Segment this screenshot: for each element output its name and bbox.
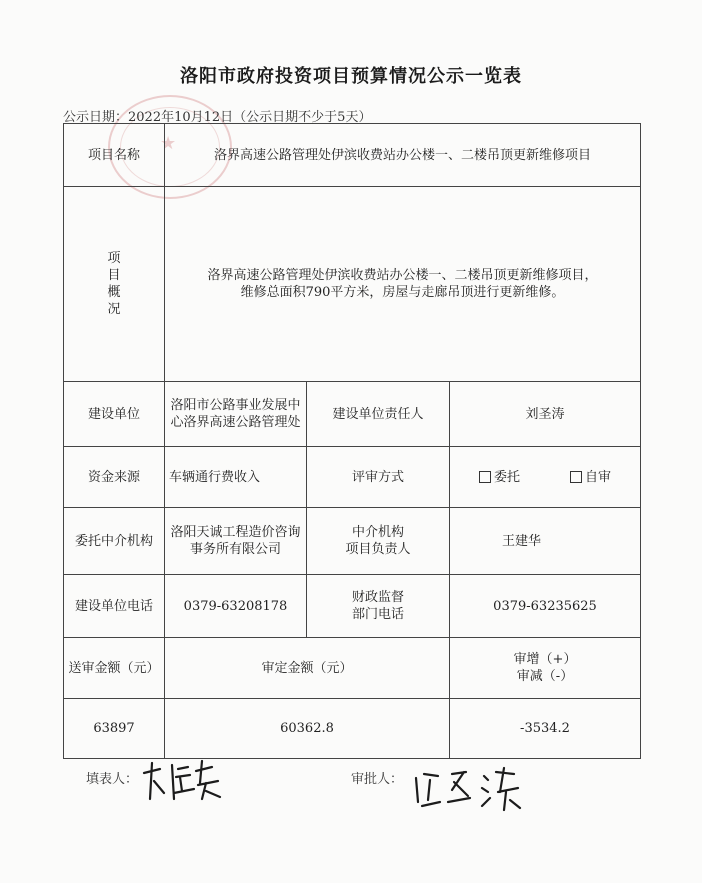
table-row (64, 382, 641, 447)
finance-phone-label (307, 575, 450, 638)
approved-amount-value: 60362.8 (165, 699, 450, 759)
amount-diff-value: -3534.2 (450, 699, 641, 759)
document-title: 洛阳市政府投资项目预算情况公示一览表 (180, 66, 522, 87)
project-overview-label (64, 187, 165, 382)
builder-value: 洛阳市公路事业发展中心洛界高速公路管理处 (165, 382, 307, 447)
filler-signature (138, 755, 230, 807)
checkbox-icon (570, 471, 582, 483)
agency-value: 洛阳天诚工程造价咨询事务所有限公司 (165, 508, 307, 575)
approved-amount-label: 审定金额（元） (165, 638, 450, 699)
project-name-label: 项目名称 (64, 124, 165, 187)
overview-line: 洛界高速公路管理处伊滨收费站办公楼一、二楼吊顶更新维修项目， (207, 268, 598, 283)
submitted-amount-label: 送审金额（元） (64, 638, 165, 699)
overview-label-char: 概 (107, 285, 121, 300)
builder-phone-label: 建设单位电话 (64, 575, 165, 638)
checkbox-icon (479, 471, 491, 483)
fund-source-label: 资金来源 (64, 447, 165, 508)
label-line: 部门电话 (351, 607, 404, 622)
review-option-label: 委托 (493, 469, 520, 485)
table-row (64, 187, 641, 382)
approver-label: 审批人： (351, 772, 404, 787)
builder-responsible-value: 刘圣涛 (450, 382, 641, 447)
approver-signature (408, 762, 528, 818)
label-line: 项目负责人 (345, 542, 411, 557)
review-option-label: 自审 (584, 469, 611, 485)
builder-phone-value: 0379-63208178 (165, 575, 307, 638)
label-line: 审增（+） (513, 652, 577, 667)
submitted-amount-value: 63897 (64, 699, 165, 759)
label-line: 财政监督 (351, 590, 404, 605)
agency-manager-label (307, 508, 450, 575)
label-line: 审减（-） (516, 669, 574, 684)
overview-label-char: 况 (107, 302, 121, 317)
filler-label: 填表人： (86, 772, 139, 787)
review-option-self[interactable] (570, 469, 611, 486)
project-name-value: 洛界高速公路管理处伊滨收费站办公楼一、二楼吊顶更新维修项目 (165, 124, 641, 187)
review-option-entrust[interactable] (479, 469, 520, 486)
overview-line: 维修总面积790平方米，房屋与走廊吊顶进行更新维修。 (240, 285, 565, 300)
agency-label: 委托中介机构 (64, 508, 165, 575)
seal-star-icon: ★ (160, 133, 177, 154)
fund-source-value: 车辆通行费收入 (165, 447, 307, 508)
table-row (64, 124, 641, 187)
project-overview-value (165, 187, 641, 382)
label-line: 中介机构 (351, 525, 404, 540)
review-method-label: 评审方式 (307, 447, 450, 508)
table-row (64, 638, 641, 699)
builder-responsible-label: 建设单位责任人 (307, 382, 450, 447)
table-row (64, 575, 641, 638)
table-row (64, 447, 641, 508)
finance-phone-value: 0379-63235625 (450, 575, 641, 638)
table-row (64, 508, 641, 575)
amount-diff-label (450, 638, 641, 699)
overview-label-char: 项 (107, 251, 121, 266)
budget-table (63, 123, 641, 759)
review-method-value (450, 447, 641, 508)
overview-label-char: 目 (107, 268, 121, 283)
builder-label: 建设单位 (64, 382, 165, 447)
table-row (64, 699, 641, 759)
agency-manager-value: 王建华 (450, 508, 641, 575)
announcement-date: 公示日期：2022年10月12日（公示日期不少于5天） (63, 110, 372, 125)
